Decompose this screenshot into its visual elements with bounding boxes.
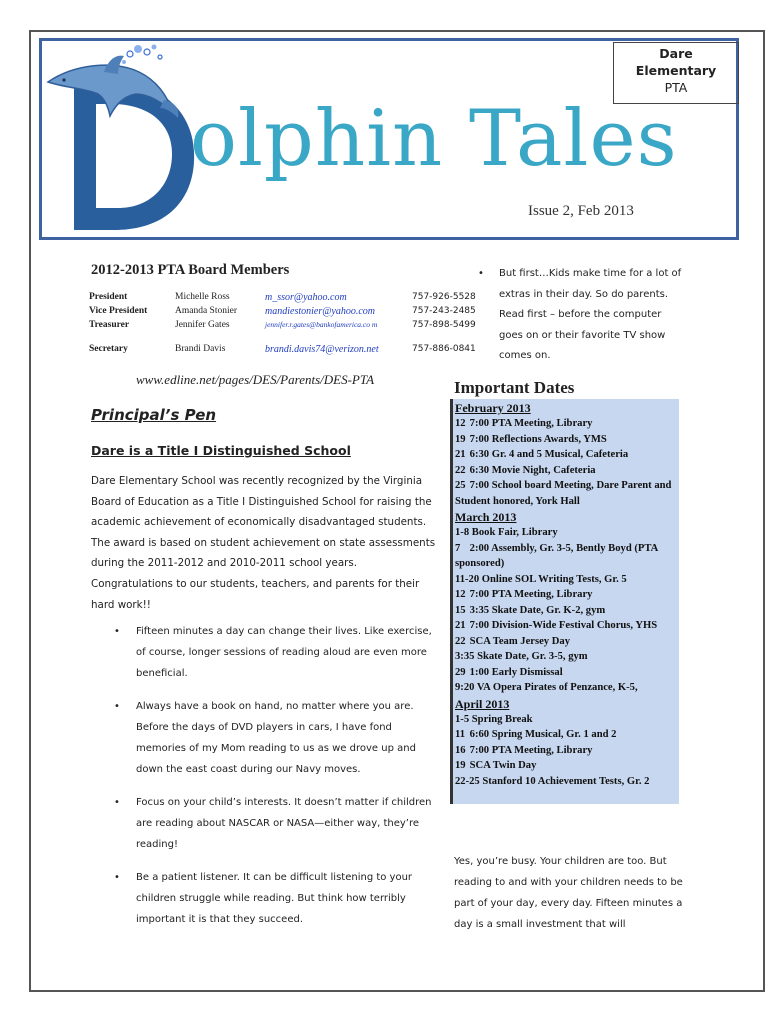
first-note-text: But first…Kids make time for a lot of extras in their day. So do parents. Read first – before the computer goes on or their favorite TV show comes on.: [499, 268, 682, 362]
board-heading: 2012-2013 PTA Board Members: [91, 262, 290, 278]
org-line-1: Dare: [659, 46, 693, 61]
date-event: [455, 572, 679, 588]
org-line-3: PTA: [664, 80, 688, 95]
event-text: VA Opera Pirates of Penzance, K-5,: [476, 682, 638, 693]
board-name: Amanda Stonier: [175, 306, 238, 316]
date-event: [455, 541, 679, 572]
date-event: [455, 478, 679, 509]
board-phone: 757-926-5528: [412, 292, 476, 302]
board-phone: 757-898-5499: [412, 320, 476, 330]
event-text: 7:00 PTA Meeting, Library: [469, 418, 593, 429]
date-event: [455, 525, 679, 541]
board-role: Vice President: [89, 306, 148, 316]
month-heading: April 2013: [455, 696, 510, 711]
tip-text: Focus on your child’s interests. It doesn’t matter if children are reading about NASCAR or NASA—either way, they’re reading!: [136, 797, 432, 850]
event-date: 7: [455, 542, 461, 554]
event-date: 21: [455, 620, 466, 631]
board-name: Michelle Ross: [175, 292, 230, 302]
event-text: 6:30 Gr. 4 and 5 Musical, Cafeteria: [469, 449, 629, 460]
first-note: [476, 264, 686, 367]
org-line-2: Elementary: [635, 63, 717, 78]
event-text: 7:00 Division-Wide Festival Chorus, YHS: [469, 620, 658, 631]
important-dates-heading: Important Dates: [454, 378, 575, 397]
date-event: [455, 416, 679, 432]
issue-date: Issue 2, Feb 2013: [528, 203, 634, 219]
event-date: 9:20: [455, 682, 475, 693]
list-item: [108, 696, 438, 780]
event-text: 6:30 Movie Night, Cafeteria: [469, 464, 596, 476]
event-text: SCA Twin Day: [469, 760, 537, 771]
date-event: [455, 727, 679, 743]
date-event: [455, 587, 679, 603]
event-text: 1:00 Early Dismissal: [469, 666, 563, 678]
board-row: [89, 320, 482, 334]
tip-text: Fifteen minutes a day can change their lives. Like exercise, of course, longer sessions of reading aloud are even more beneficial.: [136, 626, 432, 679]
event-date: 1-5: [455, 713, 470, 725]
board-phone: 757-243-2485: [412, 306, 476, 316]
date-event: [455, 618, 679, 634]
board-role: President: [89, 292, 128, 302]
event-date: 19: [455, 760, 466, 771]
section-title: Principal’s Pen: [91, 406, 217, 424]
list-item: [108, 621, 438, 684]
event-date: 3:35: [455, 651, 475, 662]
list-item: [108, 792, 438, 855]
event-text: Online SOL Writing Tests, Gr. 5: [481, 573, 627, 585]
bullet-icon: •: [114, 797, 120, 808]
event-date: 22: [455, 635, 466, 647]
event-text: 7:00 School board Meeting, Dare Parent and Student honored, York Hall: [455, 480, 672, 507]
date-event: [455, 603, 679, 619]
date-event: [455, 712, 679, 728]
list-item: [108, 867, 438, 930]
event-text: Book Fair, Library: [471, 527, 558, 538]
event-date: 15: [455, 604, 466, 616]
event-date: 11-20: [455, 573, 480, 585]
date-event: [455, 758, 679, 774]
board-name: Jennifer Gates: [175, 320, 230, 330]
date-event: [455, 665, 679, 681]
event-date: 12: [455, 418, 466, 429]
event-date: 21: [455, 449, 466, 460]
event-date: 16: [455, 744, 466, 756]
article-body: [91, 471, 436, 615]
month-heading: February 2013: [455, 401, 531, 415]
board-email-link[interactable]: jennifer.r.gates@bankofamerica.co m: [265, 320, 378, 329]
date-event: [455, 447, 679, 463]
event-text: SCA Team Jersey Day: [469, 635, 571, 647]
event-text: 6:60 Spring Musical, Gr. 1 and 2: [469, 729, 617, 740]
event-date: 25: [455, 480, 466, 491]
closing-paragraph: Yes, you’re busy. Your children are too. But reading to and with your children needs to be part of your day, every day. Fifteen minutes a day is a small investment that will: [454, 856, 683, 930]
event-text: 2:00 Assembly, Gr. 3-5, Bently Boyd (PTA sponsored): [455, 542, 658, 569]
date-event: [455, 634, 679, 650]
event-text: 7:00 PTA Meeting, Library: [469, 744, 593, 756]
event-date: 22-25: [455, 775, 480, 787]
newsletter-title: olphin Tales: [190, 94, 678, 184]
event-text: Stanford 10 Achievement Tests, Gr. 2: [482, 775, 650, 787]
board-row: [89, 292, 482, 306]
bullet-icon: •: [114, 626, 120, 637]
event-text: 7:00 PTA Meeting, Library: [469, 589, 593, 600]
board-phone: 757-886-0841: [412, 344, 476, 354]
date-event: [455, 649, 679, 665]
bullet-icon: •: [478, 268, 484, 279]
tip-text: Be a patient listener. It can be difficult listening to your children struggle while reading. But think how terribly important it is that they succeed.: [136, 872, 413, 925]
date-event: [455, 774, 679, 790]
board-role: Secretary: [89, 344, 128, 354]
event-date: 12: [455, 589, 466, 600]
date-event: [455, 680, 679, 696]
month-heading: March 2013: [455, 510, 517, 524]
date-event: [455, 463, 679, 479]
bullet-icon: •: [114, 872, 120, 883]
board-name: Brandi Davis: [175, 344, 226, 354]
dolphin-logo-icon: [44, 42, 204, 237]
board-row: [89, 344, 482, 358]
bullet-icon: •: [114, 701, 120, 712]
board-email-link[interactable]: mandiestonier@yahoo.com: [265, 306, 376, 317]
event-date: 11: [455, 729, 466, 740]
article-title: Dare is a Title I Distinguished School: [91, 443, 351, 458]
board-table: [89, 292, 482, 358]
date-event: [455, 432, 679, 448]
board-role: Treasurer: [89, 320, 130, 330]
event-text: 7:00 Reflections Awards, YMS: [469, 433, 607, 445]
event-date: 22: [455, 464, 466, 476]
important-dates-box: [450, 399, 679, 804]
event-date: 19: [455, 433, 466, 445]
event-text: Skate Date, Gr. 3-5, gym: [477, 651, 588, 662]
event-date: 1-8: [455, 527, 470, 538]
event-text: 3:35 Skate Date, Gr. K-2, gym: [469, 604, 606, 616]
organization-box: [613, 42, 739, 104]
event-text: Spring Break: [471, 713, 533, 725]
reading-tips-list: [108, 621, 438, 942]
date-event: [455, 743, 679, 759]
board-email-link[interactable]: m_ssor@yahoo.com: [265, 292, 347, 303]
board-row: [89, 306, 482, 320]
pta-website-link[interactable]: www.edline.net/pages/DES/Parents/DES-PTA: [136, 372, 375, 387]
board-email-link[interactable]: brandi.davis74@verizon.net: [265, 344, 379, 355]
event-date: 29: [455, 666, 466, 678]
tip-text: Always have a book on hand, no matter where you are. Before the days of DVD players in cars, I have fond memories of my Mom reading to us as we drove up and down the east coast during our Navy moves.: [136, 701, 416, 775]
article-paragraph: Dare Elementary School was recently recognized by the Virginia Board of Education as a Title I Distinguished School for raising the academic achievement of economically disadvantaged students. The award is based on student achievement on state assessments during the 2011-2012 and 2010-2011 school years. Congratulations to our students, teachers, and parents for their hard work!!: [91, 475, 436, 611]
